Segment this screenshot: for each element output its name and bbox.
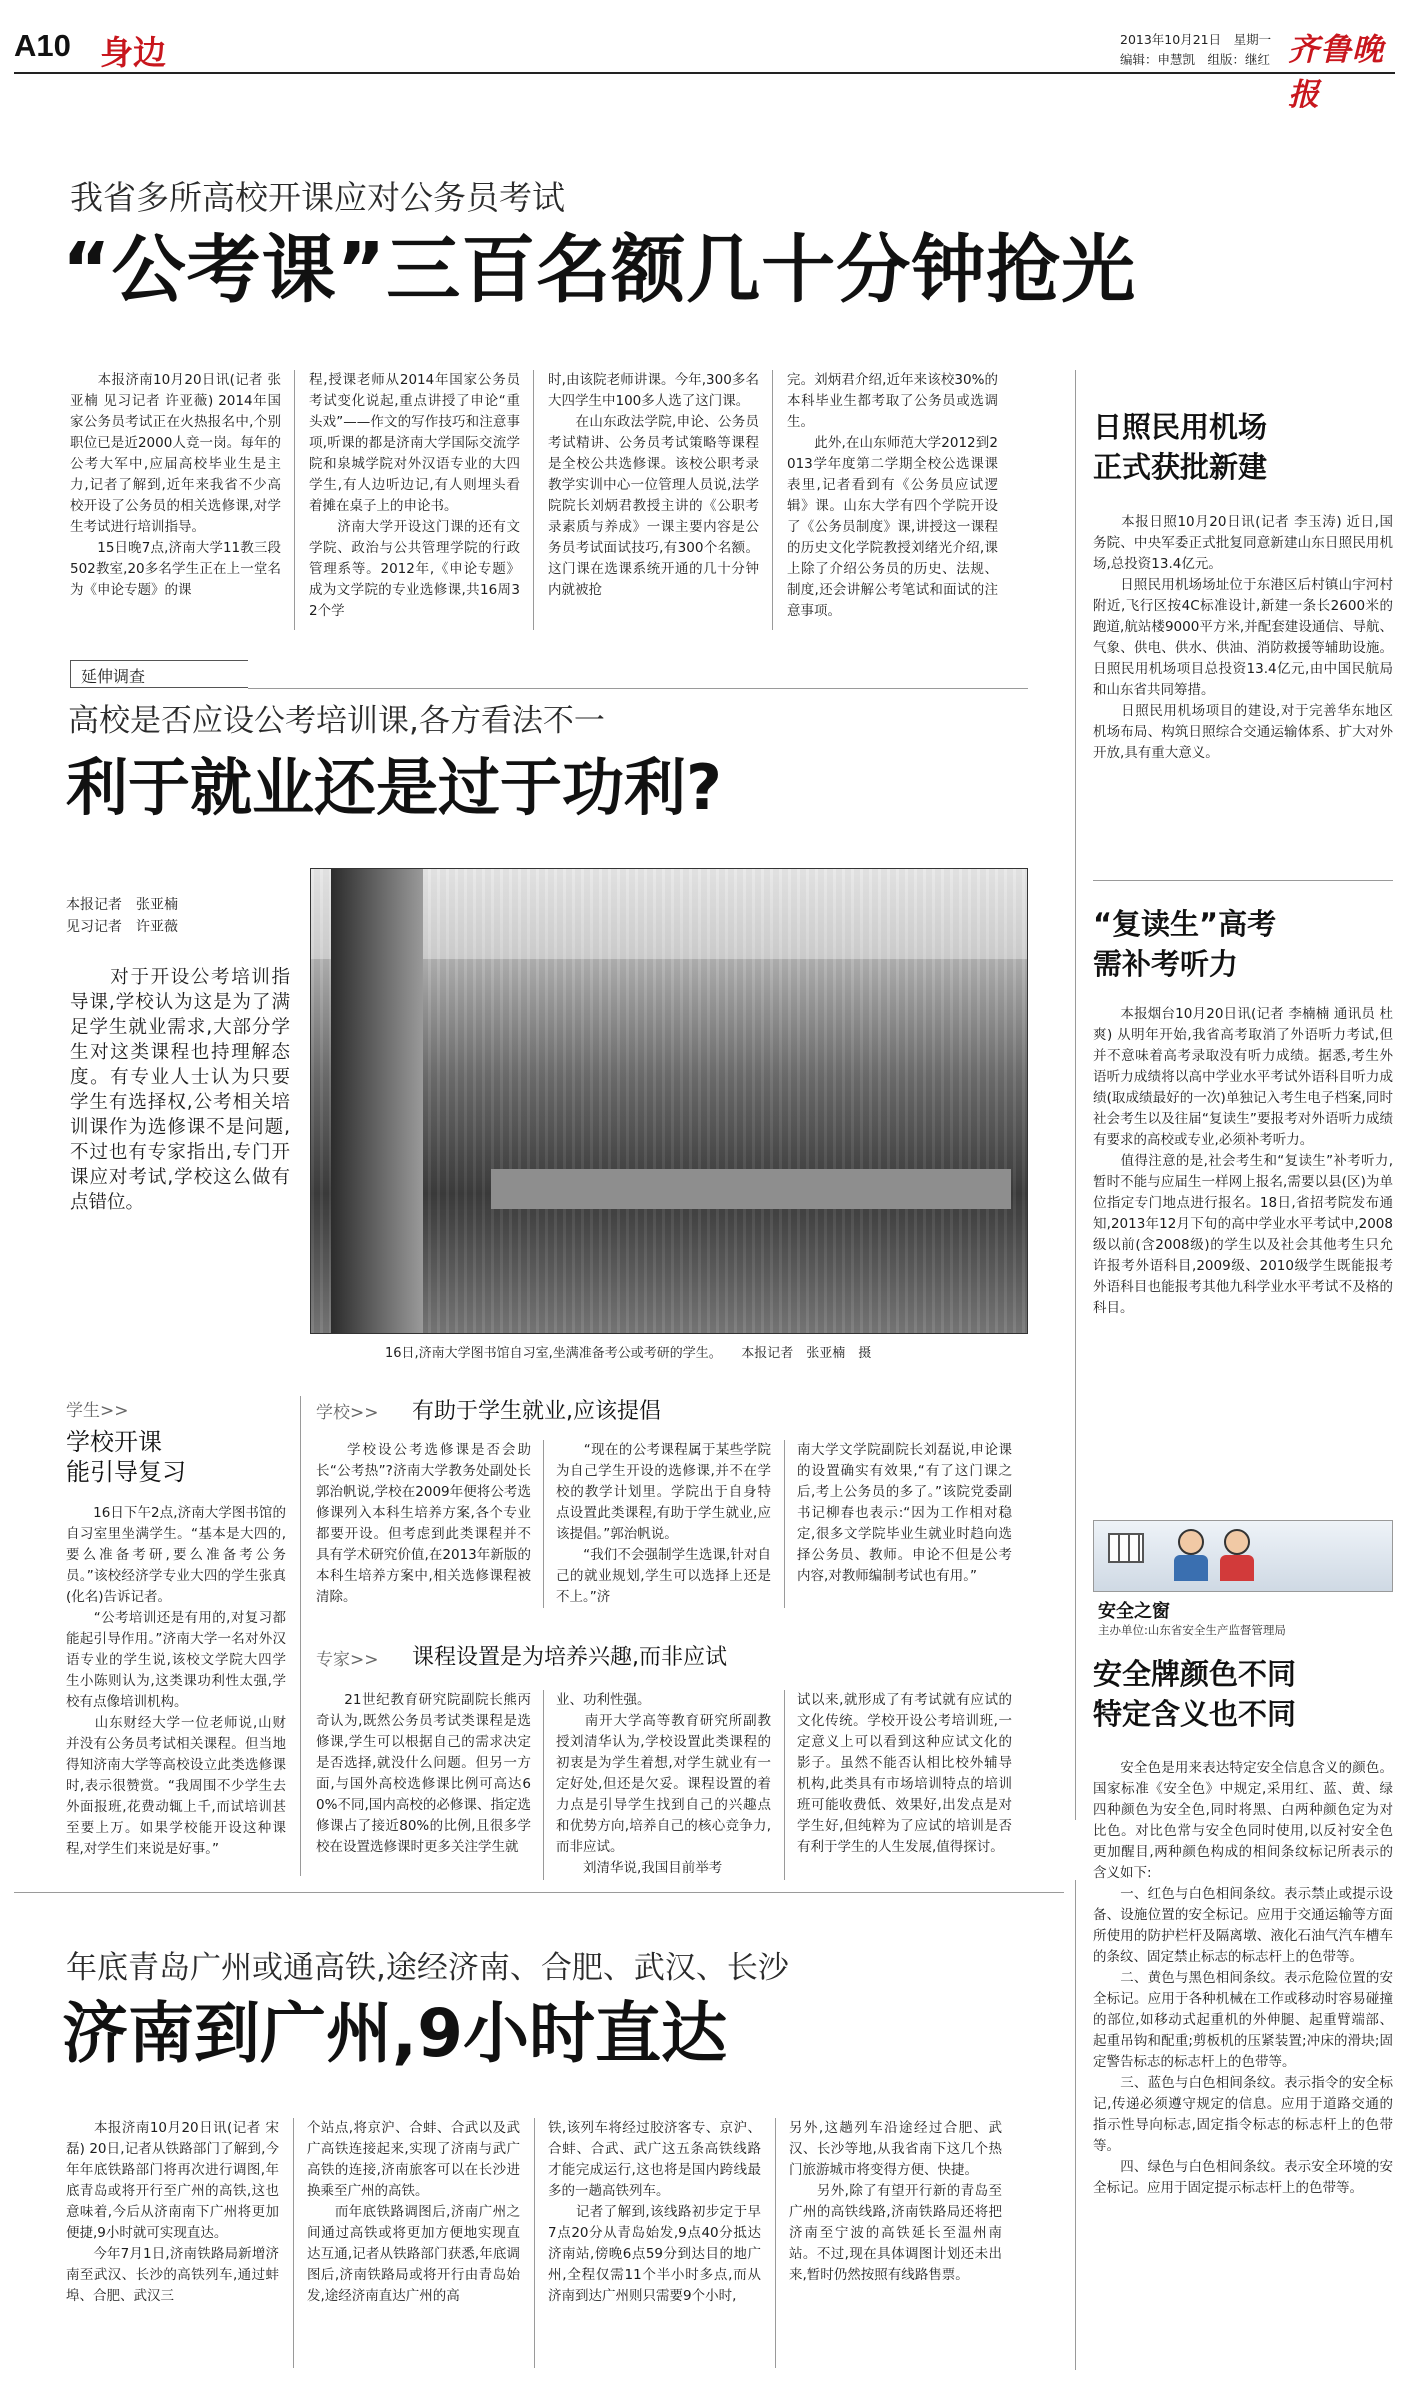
sub-story-kicker: 高校是否应设公考培训课,各方看法不一 [68,703,605,739]
investigation-tag [70,660,248,688]
safety-text: 安全色是用来表达特定安全信息含义的颜色。国家标准《安全色》中规定,采用红、蓝、黄、绿四种颜色为安全色,同时将黑、白两种颜色定为对比色。对比色常与安全色同时使用,以反衬安全色更加醒目,两种颜色构成的相间条纹标记所表示的含义如下: 一、红色与白色相间条纹。表示禁止或提示设备、设施位置的安全标记。应用于交通运输等方面所使用的防护栏杆及隔离墩、液化石油气汽车槽车的条纹、固定禁止标志的标志杆上的色带等。 二、黄色与黑色相间条纹。表示危险位置的安全标记。应用于各种机械在工作或移动时容易碰撞的部位,如移动式起重机的外伸腿、起重臂端部、起重吊钩和配重;剪板机的压紧装置;冲床的滑块;固定警告标志的标志杆上的色带等。 三、蓝色与白色相间条纹。表示指令的安全标记,传递必须遵守规定的信息。应用于道路交通的指示性导向标志,固定指令标志的标志杆上的色带等。 四、绿色与白色相间条纹。表示安全环境的安全标记。应用于固定提示标志杆上的色带等。 [1093,1760,1393,2196]
expert-col-divider [543,1690,544,1880]
expert-label: 专家>> [316,1650,379,1670]
sub-story-byline-2: 见习记者 许亚薇 [66,919,178,935]
page-number: A10 [14,28,71,63]
rail-divider [1075,370,1076,1820]
main-story-col-3: 时,由该院老师讲课。今年,300多名大四学生中100多人选了这门课。 在山东政法学院,申论、公务员考试精讲、公务员考试策略等课程是全校公共选修课。该校公职考录教学实训中心一位管理人员说,法学院院长刘炳君教授主讲的《公职考录素质与养成》一课主要内容是公务员考试面试技巧,有300个名额。这门课在选课系统开通的几十分钟内就被抢 [548,372,759,598]
page-header [0,0,1409,113]
main-story-col-2: 程,授课老师从2014年国家公务员考试变化说起,重点讲授了申论“重头戏”——作文的写作技巧和注意事项,听课的都是济南大学国际交流学院和泉城学院对外汉语专业的大四学生,有人边听边记,有人则埋头看着摊在桌子上的申论书。 济南大学开设这门课的还有文学院、政治与公共管理学院的行政管理系等。2012年,《申论专题》成为文学院的专业选修课,共16周32个学 [309,372,520,619]
mascot-body-icon [1174,1555,1208,1581]
airport-rule [1093,880,1393,881]
safety-banner [1093,1520,1393,1592]
rail-story-col-3: 铁,该列车将经过胶济客专、京沪、合蚌、合武、武广这五条高铁线路才能完成运行,这也将是国内跨线最多的一趟高铁列车。 记者了解到,该线路初步定于早7点20分从青岛始发,9点40分抵达济南站,傍晚6点59分到达目的地广州,全程仅需11个半小时多点,而从济南到达广州则只需要9个小时, [548,2120,761,2304]
safety-sponsor: 主办单位:山东省安全生产监督管理局 [1098,1623,1286,1637]
sub-story-lead: 对于开设公考培训指导课,学校认为这是为了满足学生就业需求,大部分学生对这类课程也持理解态度。有专业人士认为只要学生有选择权,公考相关培训课作为选修课不是问题,不过也有专家指出,专门开课应对考试,学校这么做有点错位。 [70,967,290,1213]
safety-title-1: 安全牌颜色不同 [1093,1657,1297,1691]
photo-table [491,1169,1011,1209]
expert-col-divider [784,1690,785,1880]
library-photo [310,868,1028,1334]
rail-col-divider [534,2118,535,2368]
main-story-kicker: 我省多所高校开课应对公务员考试 [70,178,565,217]
mascot-icon-2 [1224,1529,1250,1555]
investigation-rule [248,688,1028,689]
rail-story-col-4: 另外,这趟列车沿途经过合肥、武汉、长沙等地,从我省南下这几个热门旅游城市将变得方便、快捷。 另外,除了有望开行新的青岛至广州的高铁线路,济南铁路局还将把济南至宁波的高铁延长至温州南站。不过,现在具体调图计划还未出来,暂时仍然按照有线路售票。 [789,2120,1002,2283]
editor-line: 编辑：申慧凯 组版：继红 [1120,52,1271,67]
student-label: 学生>> [66,1401,129,1421]
main-story-col-4: 完。刘炳君介绍,近年来该校30%的本科毕业生都考取了公务员或选调生。 此外,在山东师范大学2012到2013学年度第二学期全校公选课课表里,记者看到有《公务员应试逻辑》课。山东大学有四个学院开设了《公务员制度》课,讲授这一课程的历史文化学院教授刘绪光介绍,课上除了介绍公务员的历史、法规、制度,还会讲解公考笔试和面试的注意事项。 [787,372,998,619]
rail-story-headline: 济南到广州,9小时直达 [62,1995,727,2072]
school-col-divider [543,1440,544,1608]
expert-col-1: 21世纪教育研究院副院长熊丙奇认为,既然公务员考试类课程是选修课,学生可以根据自己的需求决定是否选择,就没什么问题。但另一方面,与国外高校选修课比例可高达60%不同,国内高校的必修课、指定选修课占了接近80%的比例,且很多学校在设置选修课时更多关注学生就 [316,1692,531,1855]
safety-title-2: 特定含义也不同 [1093,1697,1297,1731]
main-story-col-1: 本报济南10月20日讯(记者 张亚楠 见习记者 许亚薇) 2014年国家公务员考试正在火热报名中,个别职位已是近2000人竞一岗。每年的公考大军中,应届高校毕业生是主力,记者了解到,近年来我省不少高校开设了公务员的相关选修课,对学生考试进行培训指导。 15日晚7点,济南大学11教三段502教室,20多名学生正在上一堂名为《申论专题》的课 [70,372,281,598]
expert-col-3: 试以来,就形成了有考试就有应试的文化传统。学校开设公考培训班,一定意义上可以看到这种应试文化的影子。虽然不能否认相比校外辅导机构,此类具有市场培训特点的培训班可能收费低、效果好,出发点是对学生好,但纯粹为了应试的培训是否有利于学生的人生发展,值得探讨。 [797,1692,1012,1855]
safety-box-title: 安全之窗 [1098,1601,1170,1622]
expert-col-2: 业、功利性强。 南开大学高等教育研究所副教授刘清华认为,学校设置此类课程的初衷是为学生着想,对学生就业有一定好处,但还是欠妥。课程设置的着力点是引导学生找到自己的兴趣点和优势方向,培养自己的核心竞争力,而非应试。 刘清华说,我国目前举考 [556,1692,771,1876]
mascot-body-icon-2 [1220,1555,1254,1581]
main-col-divider [533,370,534,630]
rail-story-col-2: 个站点,将京沪、合蚌、合武以及武广高铁连接起来,实现了济南与武广高铁的连接,济南旅客可以在长沙进换乘至广州的高铁。 而年底铁路调图后,济南广州之间通过高铁或将更加方便地实现直达互通,记者从铁路部门获悉,年底调图后,济南铁路局或将开行由青岛始发,途经济南直达广州的高 [307,2120,520,2304]
school-col-3: 南大学文学院副院长刘磊说,申论课的设置确实有效果,“有了这门课之后,考上公务员的多了。”该院党委副书记柳春也表示:“因为工作相对稳定,很多文学院毕业生就业时趋向选择公务员、教师。申论不但是公考内容,对教师编制考试也有用。” [797,1442,1012,1584]
school-col-divider [784,1440,785,1608]
rail-col-divider [293,2118,294,2368]
rail-story-col-1: 本报济南10月20日讯(记者 宋磊) 20日,记者从铁路部门了解到,今年年底铁路部门将再次进行调图,年底青岛或将开行至广州的高铁,这也意味着,今后从济南南下广州将更加便捷,9小时就可实现直达。 今年7月1日,济南铁路局新增济南至武汉、长沙的高铁列车,通过蚌埠、合肥、武汉三 [66,2120,279,2304]
student-text: 16日下午2点,济南大学图书馆的自习室里坐满学生。“基本是大四的,要么准备考研,要么准备考公务员。”该校经济学专业大四的学生张真(化名)告诉记者。 “公考培训还是有用的,对复习都能起引导作用。”济南大学一名对外汉语专业的学生说,该校文学院大四学生小陈则认为,这类课功利性太强,学校有点像培训机构。 山东财经大学一位老师说,山财并没有公务员考试相关课程。但当地得知济南大学等高校设立此类选修课时,表示很赞赏。“我周围不少学生去外面报班,花费动辄上千,而试培训甚至要上万。如果学校能开设这种课程,对学生们来说是好事。” [66,1505,286,1857]
school-col-1: 学校设公考选修课是否会助长“公考热”?济南大学教务处副处长郭治帆说,学校在2009年便将公考选修课列入本科生培养方案,各个专业都要开设。但考虑到此类课程并不具有学术研究价值,在2013年新版的本科生培养方案中,相关选修课程被清除。 [316,1442,531,1605]
retake-text: 本报烟台10月20日讯(记者 李楠楠 通讯员 杜爽) 从明年开始,我省高考取消了外语听力考试,但并不意味着高考录取没有听力成绩。据悉,考生外语听力成绩将以高中学业水平考试外语科目听力成绩(取成绩最好的一次)单独记入考生电子档案,同时社会考生以及往届“复读生”要报考对外语听力成绩有要求的高校或专业,必须补考听力。 值得注意的是,社会考生和“复读生”补考听力,暂时不能与应届生一样网上报名,需要以县(区)为单位指定专门地点进行报名。18日,省招考院发布通知,2013年12月下旬的高中学业水平考试中,2008级以前(含2008级)的学生以及社会其他考生只允许报考外语科目,2009级、2010级学生既能报考外语科目也能报考其他九科学业水平考试不及格的科目。 [1093,1006,1393,1316]
student-col-divider [300,1396,301,1876]
main-story-headline: “公考课”三百名额几十分钟抢光 [62,227,1137,313]
investigation-tag-label: 延伸调查 [81,667,146,686]
school-col-2: “现在的公考课程属于某些学院为自己学生开设的选修课,并不在学校的教学计划里。学院出于自身特点设置此类课程,有助于学生就业,应该提倡。”郭治帆说。 “我们不会强制学生选课,针对自己的就业规划,学生可以选择上还是不上。”济 [556,1442,771,1605]
photo-caption: 16日,济南大学图书馆自习室,坐满准备考公或考研的学生。 本报记者 张亚楠 摄 [385,1346,872,1361]
airport-title-2: 正式获批新建 [1093,450,1268,484]
airport-title-1: 日照民用机场 [1093,410,1268,444]
student-title-1: 学校开课 [66,1428,162,1456]
main-col-divider [772,370,773,630]
rail-divider-lower [1075,1880,1076,2370]
school-label: 学校>> [316,1403,379,1423]
window-icon [1108,1533,1144,1563]
bottom-story-rule [14,1892,1064,1893]
main-col-divider [294,370,295,630]
brand-logo: 齐鲁晚报 [1288,32,1384,113]
retake-title-1: “复读生”高考 [1093,907,1277,941]
retake-title-2: 需补考听力 [1093,947,1239,981]
photo-door-frame [331,869,423,1333]
date-line: 2013年10月21日 星期一 [1120,32,1272,47]
rail-story-kicker: 年底青岛广州或通高铁,途经济南、合肥、武汉、长沙 [66,1950,789,1986]
header-rule [14,72,1395,74]
sub-story-headline: 利于就业还是过于功利? [66,751,722,824]
student-title-2: 能引导复习 [66,1458,186,1486]
expert-title: 课程设置是为培养兴趣,而非应试 [412,1645,727,1670]
sub-story-byline-1: 本报记者 张亚楠 [66,897,178,913]
school-title: 有助于学生就业,应该提倡 [412,1399,661,1424]
mascot-icon [1178,1529,1204,1555]
airport-text: 本报日照10月20日讯(记者 李玉涛) 近日,国务院、中央军委正式批复同意新建山东日照民用机场,总投资13.4亿元。 日照民用机场场址位于东港区后村镇山宇河村附近,飞行区按4C标准设计,新建一条长2600米的跑道,航站楼9000平方米,并配套建设通信、导航、气象、供电、供水、供油、消防救援等辅助设施。日照民用机场项目总投资13.4亿元,由中国民航局和山东省共同筹措。 日照民用机场项目的建设,对于完善华东地区机场布局、构筑日照综合交通运输体系、扩大对外开放,具有重大意义。 [1093,514,1393,761]
section-name: 身边 [100,33,166,72]
rail-col-divider [775,2118,776,2368]
